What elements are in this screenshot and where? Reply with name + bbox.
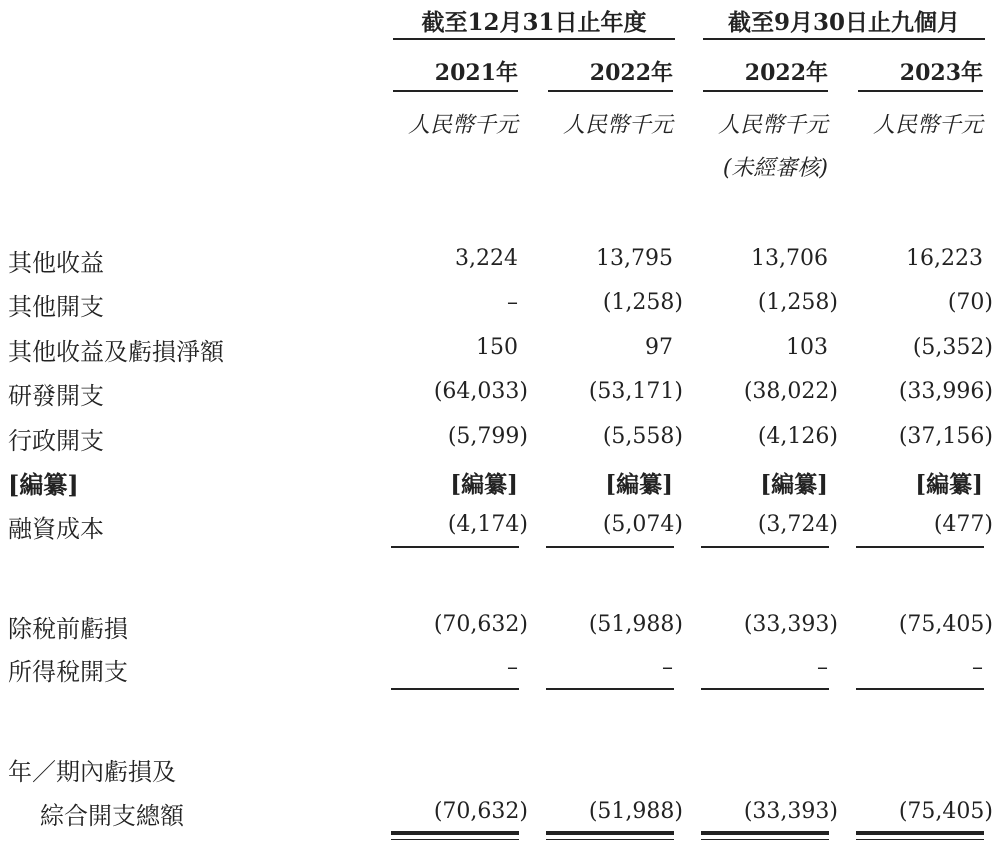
table-cell: (1,258) [602,290,683,315]
table-cell: (5,352) [912,335,993,360]
column-unit: 人民幣千元 [407,113,518,138]
table-cell: (75,405) [898,799,993,824]
unaudited-note: (未經審核) [722,156,828,181]
row-label: 行政開支 [8,427,104,455]
row-label: 其他開支 [8,293,104,321]
table-cell: – [507,655,518,680]
table-cell: 3,224 [455,246,518,271]
table-cell: (75,405) [898,612,993,637]
row-label: 除稅前虧損 [8,615,128,643]
group-header-rule [703,38,985,40]
subtotal-rule [701,546,829,548]
table-cell: (33,393) [743,612,838,637]
table-cell: (70,632) [433,799,528,824]
table-cell: (38,022) [743,379,838,404]
table-cell: (53,171) [588,379,683,404]
table-cell: (477) [933,512,993,537]
subtotal-rule [546,688,674,690]
table-cell: [編纂] [605,471,673,498]
table-cell: (5,074) [602,512,683,537]
row-label: 綜合開支總額 [40,802,184,830]
total-double-rule [856,831,984,840]
column-year-header: 2022年 [744,60,828,86]
table-cell: (64,033) [433,379,528,404]
column-unit: 人民幣千元 [872,113,983,138]
column-year-header: 2021年 [434,60,518,86]
table-cell: (51,988) [588,799,683,824]
subtotal-rule [391,546,519,548]
table-cell: 13,795 [596,246,673,271]
table-cell: 150 [476,335,518,360]
table-cell: (33,996) [898,379,993,404]
table-cell: – [972,655,983,680]
table-cell: (5,799) [447,424,528,449]
table-cell: [編纂] [760,471,828,498]
subtotal-rule [701,688,829,690]
subtotal-rule [856,688,984,690]
column-year-header: 2022年 [589,60,673,86]
total-double-rule [701,831,829,840]
subtotal-rule [546,546,674,548]
column-year-rule [548,90,673,92]
table-cell: [編纂] [915,471,983,498]
row-label: 其他收益及虧損淨額 [8,338,224,366]
column-unit: 人民幣千元 [562,113,673,138]
table-cell: 97 [645,335,673,360]
group-header-year-ended: 截至12月31日止年度 [421,9,647,36]
table-cell: (70,632) [433,612,528,637]
table-cell: (51,988) [588,612,683,637]
row-label: 融資成本 [8,515,104,543]
table-cell: (33,393) [743,799,838,824]
row-label: [編纂] [8,470,79,499]
subtotal-rule [856,546,984,548]
table-cell: (3,724) [757,512,838,537]
table-cell: (5,558) [602,424,683,449]
table-cell: 13,706 [751,246,828,271]
column-year-header: 2023年 [899,60,983,86]
table-cell: 103 [786,335,828,360]
row-label: 其他收益 [8,249,104,277]
table-cell: (4,126) [757,424,838,449]
total-double-rule [391,831,519,840]
column-year-rule [703,90,828,92]
row-label: 所得稅開支 [8,658,128,686]
table-cell: – [507,290,518,315]
group-header-rule [393,38,675,40]
table-cell: (70) [947,290,993,315]
total-double-rule [546,831,674,840]
group-header-nine-months: 截至9月30日止九個月 [727,9,960,36]
table-cell: – [817,655,828,680]
row-label: 研發開支 [8,382,104,410]
subtotal-rule [391,688,519,690]
row-label: 年／期內虧損及 [8,758,176,786]
column-unit: 人民幣千元 [717,113,828,138]
table-cell: 16,223 [906,246,983,271]
column-year-rule [393,90,518,92]
table-cell: – [662,655,673,680]
table-cell: [編纂] [450,471,518,498]
table-cell: (1,258) [757,290,838,315]
table-cell: (37,156) [898,424,993,449]
column-year-rule [858,90,983,92]
table-cell: (4,174) [447,512,528,537]
